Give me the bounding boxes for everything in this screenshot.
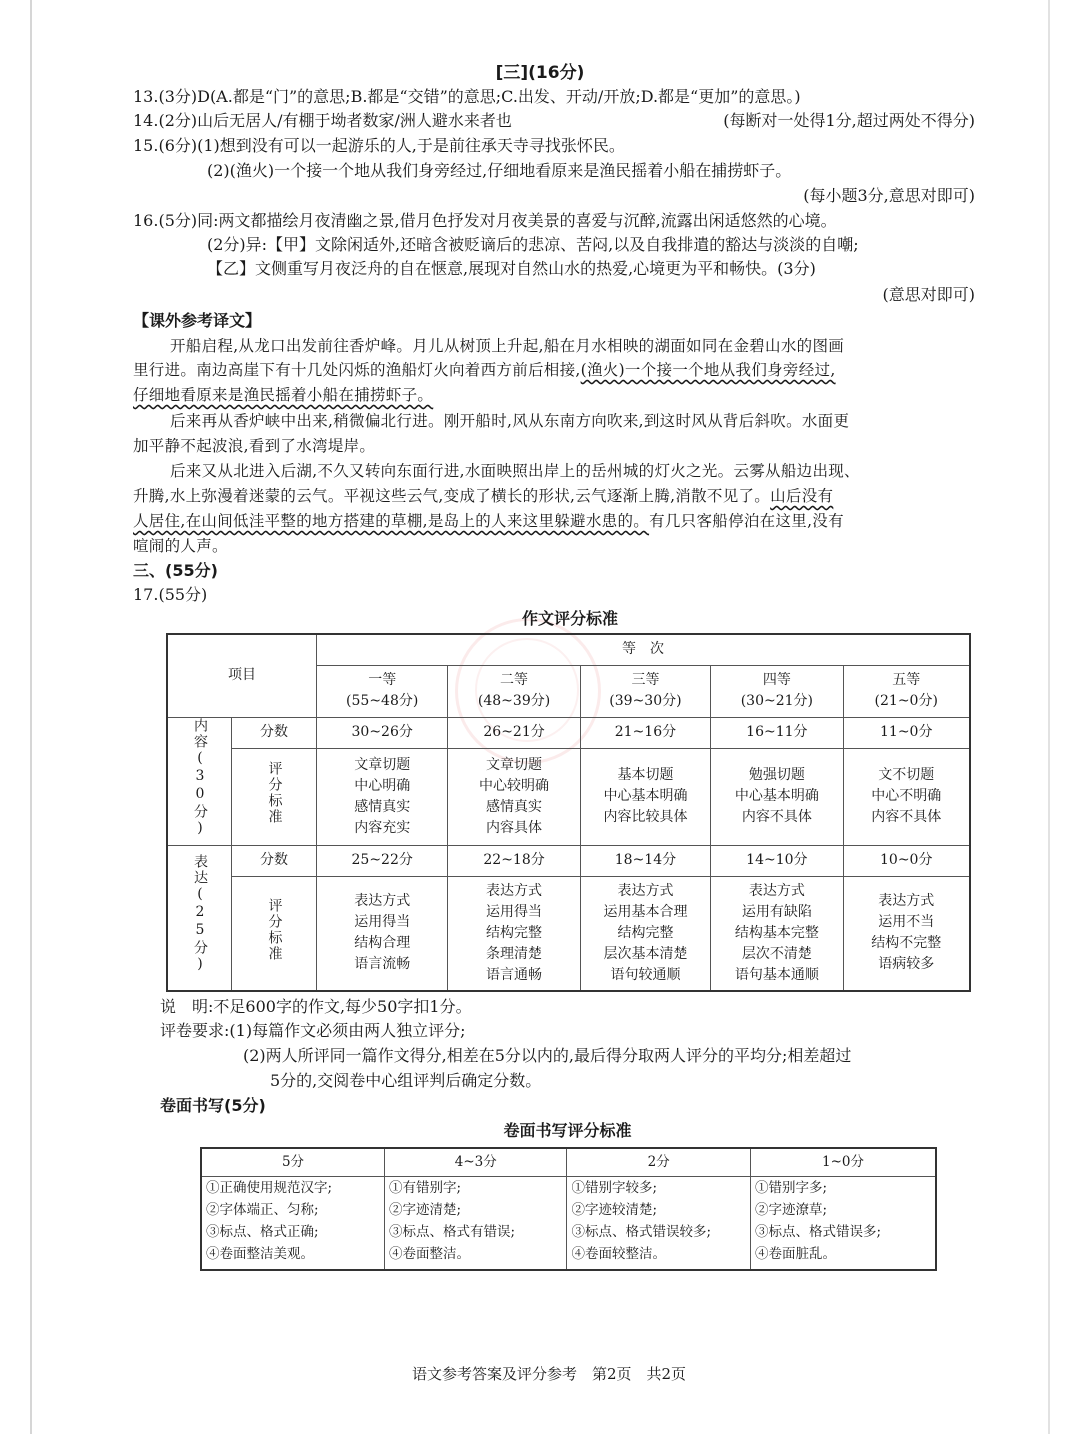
criteria-cell: 表达方式 运用不当 结构不完整 语病较多	[843, 876, 970, 991]
criteria-cell: 文不切题 中心不明确 内容不具体	[843, 749, 970, 845]
score-label: 分数	[232, 717, 317, 749]
requirement-line: 评卷要求:(1)每篇作文必须由两人独立评分;	[160, 1021, 466, 1040]
hw-header-cell: 2分	[567, 1148, 750, 1176]
criteria-cell: 表达方式 运用基本合理 结构完整 层次基本清楚 语句较通顺	[580, 876, 711, 991]
requirement-line: 5分的,交阅卷中心组评判后确定分数。	[270, 1071, 542, 1090]
score-cell: 16~11分	[711, 717, 843, 749]
handwriting-header: 卷面书写(5分)	[160, 1096, 266, 1115]
translation-line: 加平静不起波浪,看到了水湾堤岸。	[133, 437, 376, 455]
hw-criteria-cell: ①错别字较多; ②字迹较清楚; ③标点、格式错误较多; ④卷面较整洁。	[567, 1176, 750, 1270]
criteria-cell: 表达方式 运用得当 结构合理 语言流畅	[317, 876, 448, 991]
score-cell: 26~21分	[448, 717, 580, 749]
score-cell: 11~0分	[843, 717, 970, 749]
expression-label-cell: 表达(25分)	[167, 845, 232, 991]
translation-title: 【课外参考译文】	[133, 311, 262, 330]
hw-header-cell: 5分	[201, 1148, 384, 1176]
translation-line: 开船启程,从龙口出发前往香炉峰。月儿从树顶上升起,船在月水相映的湖面如同在金碧山水的图画	[170, 337, 845, 355]
content-label-cell: 内容(30分)	[167, 717, 232, 845]
criteria-label-cell: 评分标准	[232, 876, 317, 991]
score-cell: 30~26分	[317, 717, 448, 749]
hw-header-cell: 4~3分	[384, 1148, 567, 1176]
note-line: 说 明:不足600字的作文,每少50字扣1分。	[160, 997, 472, 1016]
score-cell: 18~14分	[580, 845, 711, 876]
answer-q16-note: (意思对即可)	[882, 285, 975, 304]
translation-line: 后来再从香炉峡中出来,稍微偏北行进。刚开船时,风从东南方向吹来,到这时风从背后斜吹。水面更	[170, 412, 850, 430]
score-label: 分数	[232, 845, 317, 876]
answer-q15-1: 15.(6分)(1)想到没有可以一起游乐的人,于是前往承天寺寻找张怀民。	[133, 136, 625, 155]
essay-scoring-table	[166, 633, 971, 992]
hw-criteria-cell: ①错别字多; ②字迹潦草; ③标点、格式错误多; ④卷面脏乱。	[750, 1176, 936, 1270]
criteria-cell: 表达方式 运用得当 结构完整 条理清楚 语言通畅	[448, 876, 580, 991]
score-cell: 21~16分	[580, 717, 711, 749]
score-cell: 14~10分	[711, 845, 843, 876]
hw-criteria-cell: ①有错别字; ②字迹清楚; ③标点、格式有错误; ④卷面整洁。	[384, 1176, 567, 1270]
answer-q13: 13.(3分)D(A.都是“门”的意思;B.都是“交错”的意思;C.出发、开动/开放;D.都是“更加”的意思。)	[133, 87, 801, 106]
handwriting-table-title: 卷面书写评分标准	[503, 1121, 632, 1140]
translation-line: 后来又从北进入后湖,不久又转向东面行进,水面映照出岸上的岳州城的灯火之光。云雾从船边出现、	[170, 462, 860, 480]
criteria-cell: 勉强切题 中心基本明确 内容不具体	[711, 749, 843, 845]
grade-cell: 四等 (30~21分)	[711, 665, 843, 717]
score-cell: 25~22分	[317, 845, 448, 876]
translation-line: 升腾,水上弥漫着迷蒙的云气。平视这些云气,变成了横长的形状,云气逐渐上腾,消散不见了。山后没有	[133, 487, 834, 505]
score-cell: 10~0分	[843, 845, 970, 876]
answer-q16-1: 16.(5分)同:两文都描绘月夜清幽之景,借月色抒发对月夜美景的喜爱与沉醉,流露出闲适悠然的心境。	[133, 211, 837, 230]
grade-cell: 三等 (39~30分)	[580, 665, 711, 717]
item-header-cell: 项目	[167, 634, 317, 717]
answer-q14: 14.(2分)山后无居人/有棚于坳者数家/洲人避水来者也	[133, 111, 512, 130]
criteria-label-cell: 评分标准	[232, 749, 317, 845]
grade-cell: 一等 (55~48分)	[317, 665, 448, 717]
translation-line: 喧闹的人声。	[133, 537, 228, 555]
answer-q15-2: (2)(渔火)一个接一个地从我们身旁经过,仔细地看原来是渔民摇着小船在捕捞虾子。	[207, 161, 792, 180]
hw-criteria-cell: ①正确使用规范汉字; ②字体端正、匀称; ③标点、格式正确; ④卷面整洁美观。	[201, 1176, 384, 1270]
translation-line: 人居住,在山间低洼平整的地方搭建的草棚,是岛上的人来这里躲避水患的。有几只客船停泊在这里,没有	[133, 512, 844, 530]
answer-q14-note: (每断对一处得1分,超过两处不得分)	[723, 111, 975, 130]
handwriting-scoring-table	[200, 1147, 937, 1271]
translation-line: 仔细地看原来是渔民摇着小船在捕捞虾子。	[133, 386, 434, 404]
criteria-cell: 表达方式 运用有缺陷 结构基本完整 层次不清楚 语句基本通顺	[711, 876, 843, 991]
section-three-header: 三、(55分)	[133, 561, 218, 580]
grade-cell: 五等 (21~0分)	[843, 665, 970, 717]
grade-header-cell: 等 次	[317, 634, 971, 665]
page-edge-right	[1048, 0, 1050, 1434]
hw-header-cell: 1~0分	[750, 1148, 936, 1176]
criteria-cell: 文章切题 中心明确 感情真实 内容充实	[317, 749, 448, 845]
answer-q16-2: (2分)异:【甲】文除闲适外,还暗含被贬谪后的悲凉、苦闷,以及自我排遣的豁达与淡淡的自嘲;	[207, 235, 859, 254]
answer-q15-note: (每小题3分,意思对即可)	[803, 186, 975, 205]
criteria-cell: 文章切题 中心较明确 感情真实 内容具体	[448, 749, 580, 845]
answer-q16-3: 【乙】文侧重写月夜泛舟的自在惬意,展现对自然山水的热爱,心境更为平和畅快。(3分)	[207, 259, 816, 278]
page-footer: 语文参考答案及评分参考 第2页 共2页	[411, 1365, 687, 1383]
essay-table-title: 作文评分标准	[521, 609, 618, 628]
translation-line: 里行进。南边高崖下有十几处闪烁的渔船灯火向着西方前后相接,(渔火)一个接一个地从我们身旁经过,	[133, 361, 836, 379]
page-edge-left	[30, 0, 32, 1434]
criteria-cell: 基本切题 中心基本明确 内容比较具体	[580, 749, 711, 845]
grade-cell: 二等 (48~39分)	[448, 665, 580, 717]
section-header: [三](16分)	[495, 63, 585, 83]
requirement-line: (2)两人所评同一篇作文得分,相差在5分以内的,最后得分取两人评分的平均分;相差超过	[243, 1046, 852, 1065]
score-cell: 22~18分	[448, 845, 580, 876]
answer-q17: 17.(55分)	[133, 585, 208, 604]
